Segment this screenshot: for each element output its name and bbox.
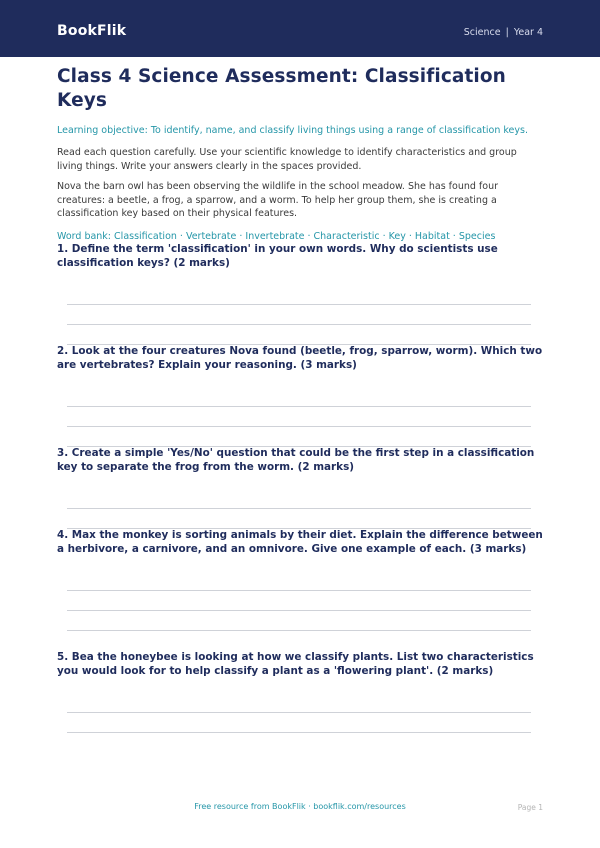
subject-label: Science — [463, 27, 501, 38]
page-header — [0, 0, 600, 57]
page-title: Class 4 Science Assessment: Classification Keys — [57, 66, 506, 111]
learning-objective: Learning objective: To identify, name, and classify living things using a range of classification keys. — [57, 125, 528, 136]
question-1 — [57, 242, 545, 271]
word-separator: · — [452, 230, 456, 242]
question-text: 5. Bea the honeybee is looking at how we classify plants. List two characteristics you would look for to help classify a plant as a 'flowering plant'. (2 marks) — [57, 651, 534, 678]
footer-source-link[interactable]: Free resource from BookFlik · bookflik.com/resources — [194, 802, 406, 811]
word-separator: · — [382, 230, 386, 242]
instructions-text: Read each question carefully. Use your scientific knowledge to identify characteristics and group living things. Write your answers clearly in the spaces provided. — [57, 147, 517, 172]
question-5 — [57, 650, 545, 679]
brand-logo[interactable]: BookFlik — [57, 23, 127, 39]
scenario-text: Nova the barn owl has been observing the wildlife in the school meadow. She has found four creatures: a beetle, a frog, a sparrow, and a worm. To help her group them, she is creating a classification key based on their physical features. — [57, 181, 499, 220]
question-text: 1. Define the term 'classification' in your own words. Why do scientists use classification keys? (2 marks) — [57, 243, 498, 270]
word-bank-word: Habitat — [414, 230, 450, 242]
answer-line[interactable] — [67, 324, 531, 325]
answer-line[interactable] — [67, 610, 531, 611]
answer-line[interactable] — [67, 508, 531, 509]
word-bank-word: Characteristic — [313, 230, 380, 242]
answer-line[interactable] — [67, 304, 531, 305]
answer-line[interactable] — [67, 732, 531, 733]
answer-line[interactable] — [67, 630, 531, 631]
answer-line[interactable] — [67, 590, 531, 591]
word-bank-word: Invertebrate — [245, 230, 305, 242]
question-text: 4. Max the monkey is sorting animals by their diet. Explain the difference between a herbivore, a carnivore, and an omnivore. Give one example of each. (3 marks) — [57, 529, 543, 556]
intro-section — [57, 65, 545, 243]
answer-line[interactable] — [67, 712, 531, 713]
question-3 — [57, 446, 545, 475]
answer-line[interactable] — [67, 426, 531, 427]
word-separator: · — [179, 230, 183, 242]
answer-line[interactable] — [67, 406, 531, 407]
word-bank-word: Classification — [114, 230, 177, 242]
word-separator: · — [239, 230, 243, 242]
meta-separator: | — [505, 27, 509, 38]
word-bank-word: Species — [458, 230, 496, 242]
question-2 — [57, 344, 545, 373]
word-bank-label: Word bank: — [57, 230, 112, 242]
header-meta — [464, 27, 543, 38]
question-4 — [57, 528, 545, 557]
word-bank-word: Key — [388, 230, 406, 242]
word-separator: · — [408, 230, 412, 242]
question-text: 3. Create a simple 'Yes/No' question that could be the first step in a classification key to separate the frog from the worm. (2 marks) — [57, 447, 535, 474]
page-number: Page 1 — [517, 803, 543, 812]
question-text: 2. Look at the four creatures Nova found (beetle, frog, sparrow, worm). Which two are vertebrates? Explain your reasoning. (3 marks) — [57, 345, 543, 372]
word-bank-words — [114, 231, 495, 242]
year-label: Year 4 — [513, 27, 543, 38]
word-bank-word: Vertebrate — [185, 230, 237, 242]
word-separator: · — [307, 230, 311, 242]
